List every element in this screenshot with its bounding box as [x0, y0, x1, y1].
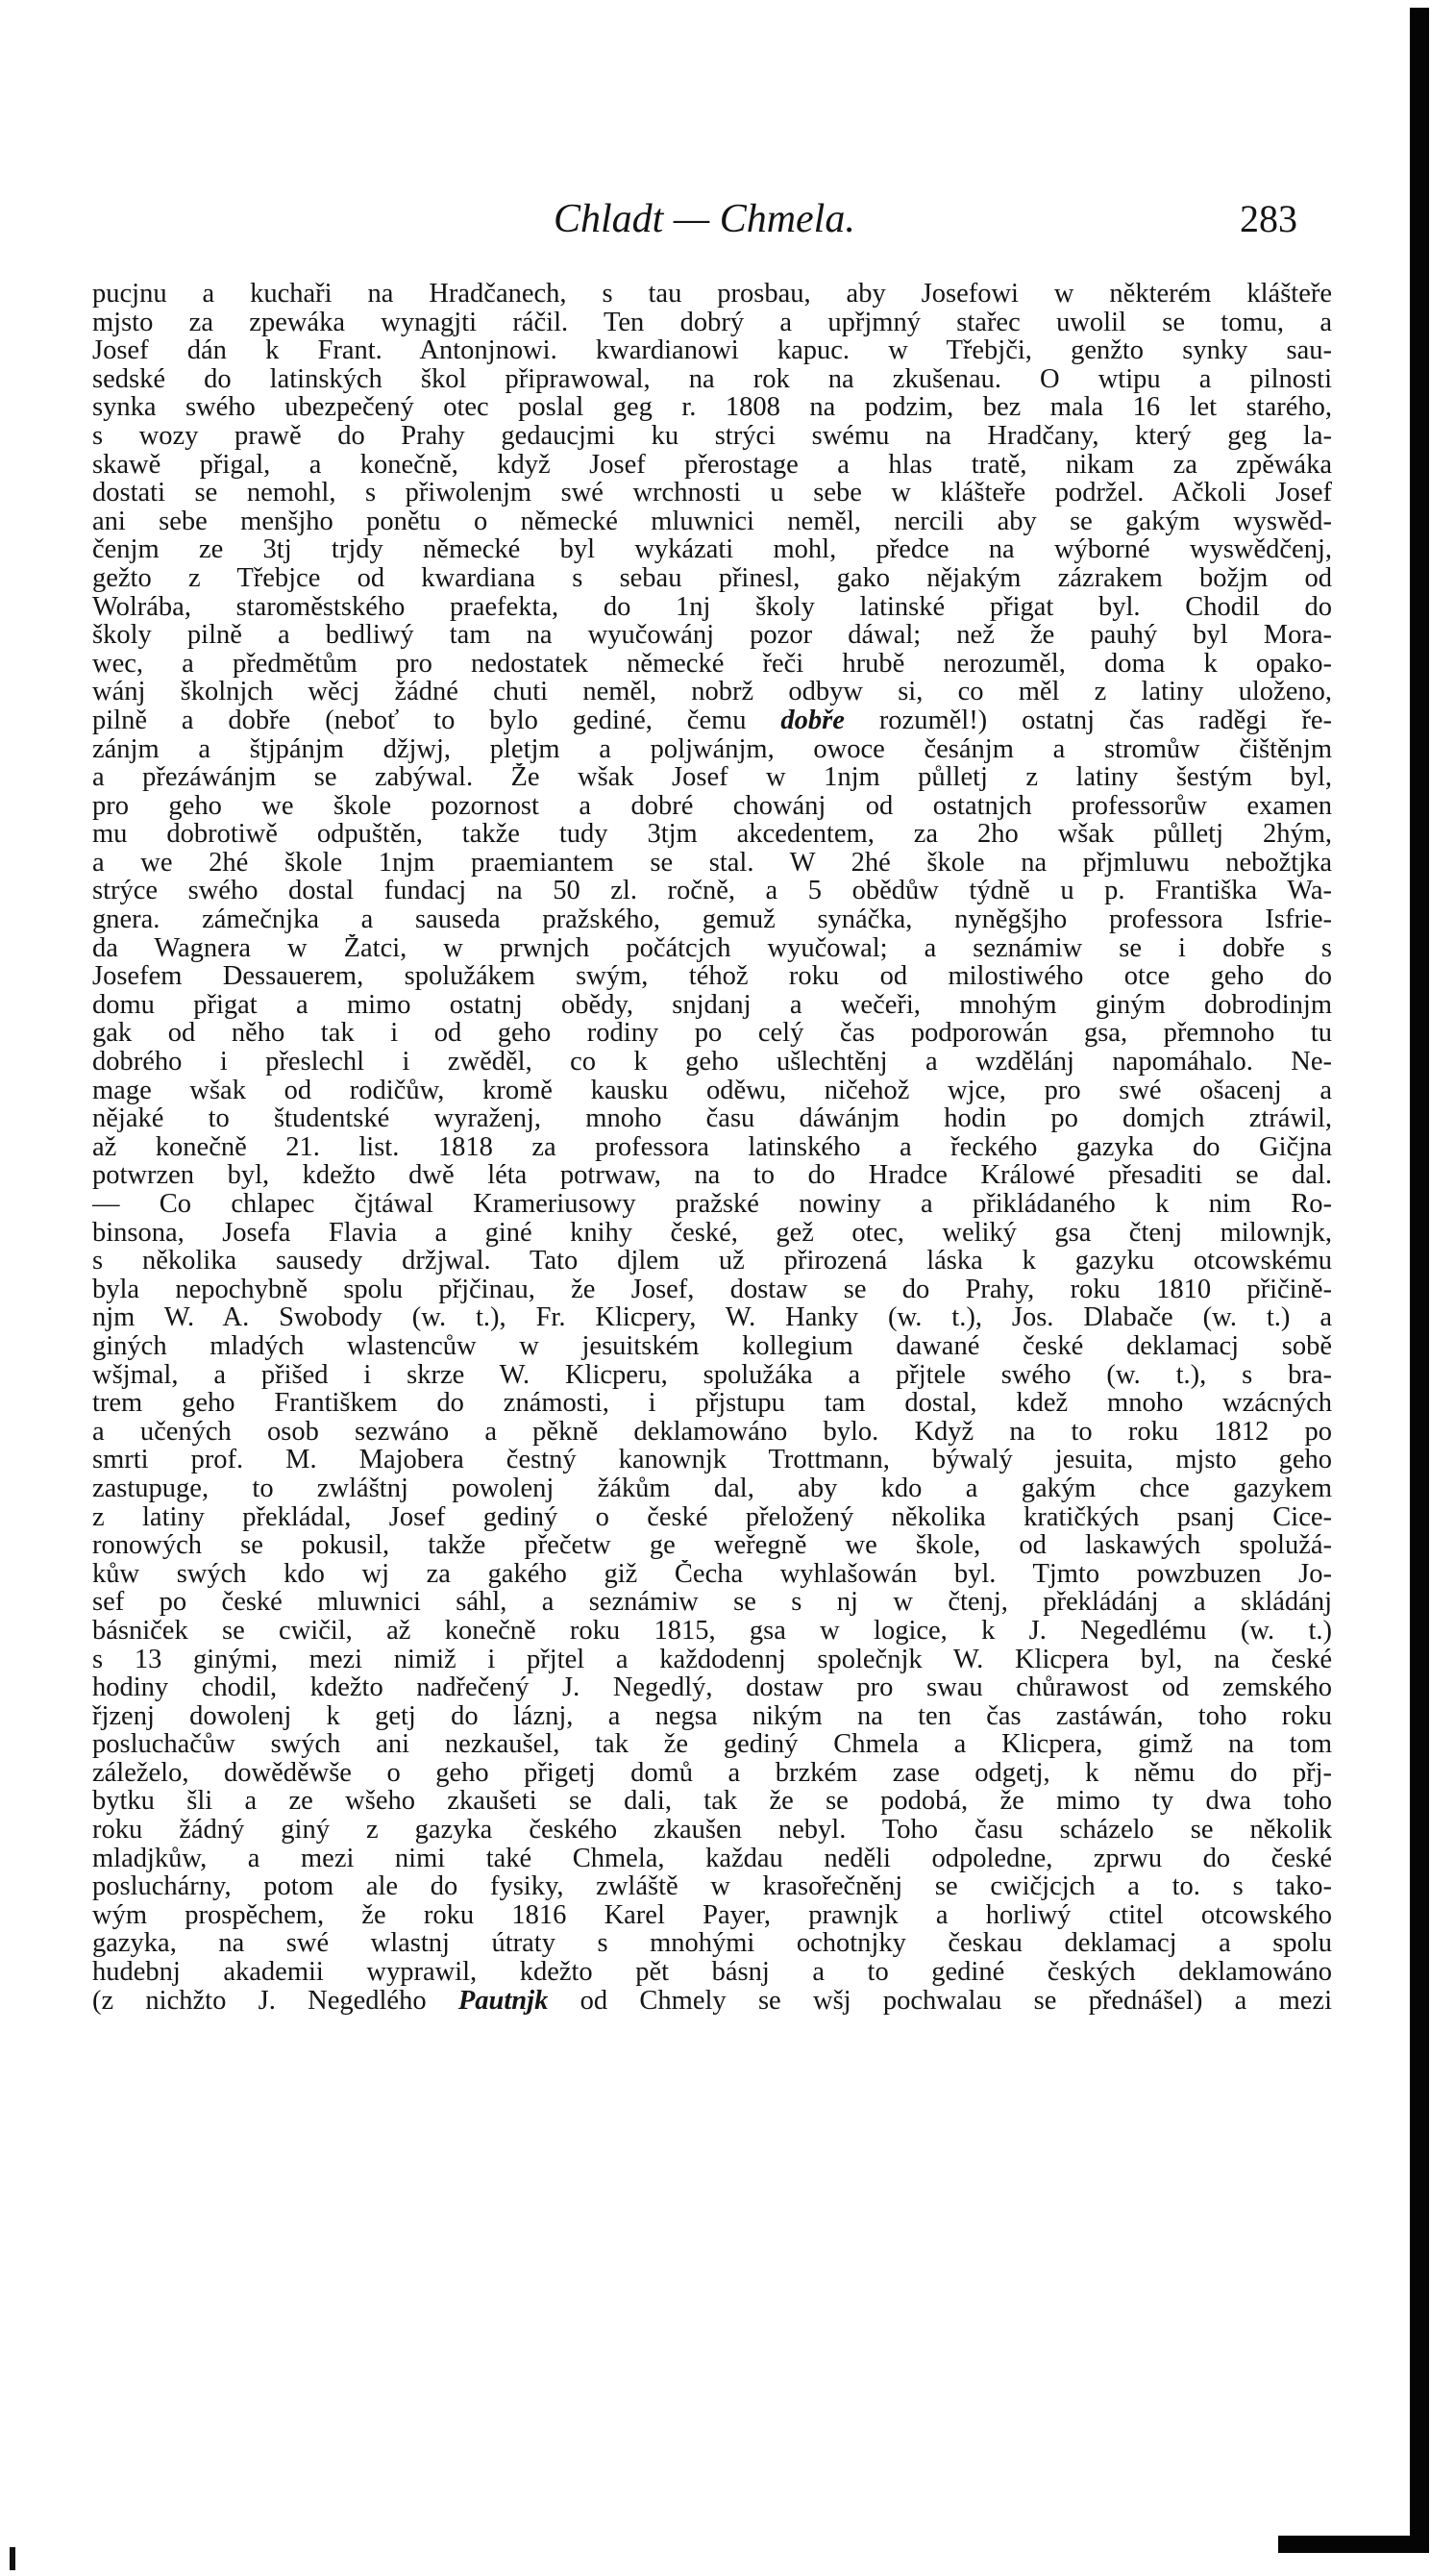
text-segment: trem geho Františkem do známosti, i přjstupu tam dostal, kdež mnoho wzácných — [92, 1389, 1332, 1418]
text-line — [92, 1503, 1332, 1532]
text-line — [92, 1588, 1332, 1617]
text-line — [92, 1133, 1332, 1162]
text-line — [92, 451, 1332, 480]
text-line — [92, 820, 1332, 849]
text-segment: wšjmal, a přišed i skrze W. Klicperu, spolužáka a přjtele swého (w. t.), s bra- — [92, 1360, 1332, 1390]
text-segment: giných mladých wlastencůw w jesuitském kollegium dawané české deklamacj sobě — [92, 1331, 1332, 1361]
text-segment: a učených osob sezwáno a pěkně deklamowáno bylo. Když na to roku 1812 po — [92, 1417, 1332, 1447]
text-segment: gežto z Třebjce od kwardiana s sebau přinesl, gako nějakým zázrakem božjm od — [92, 563, 1332, 593]
text-line — [92, 934, 1332, 963]
text-segment: od Chmely se wšj pochwalau se přednášel) a mezi — [548, 1986, 1332, 2016]
text-segment: čenjm ze 3tj trjdy německé byl wykázati mohl, předce na wýborné wyswědčenj, — [92, 535, 1332, 564]
text-segment: njm W. A. Swobody (w. t.), Fr. Klicpery, W. Hanky (w. t.), Jos. Dlabače (w. t.) a — [92, 1303, 1332, 1332]
text-segment: wým prospěchem, že roku 1816 Karel Payer, prawnjk a horliwý ctitel otcowského — [92, 1900, 1332, 1930]
text-segment: zastupuge, to zwláštnj powolenj žákům dal, aby kdo a gakým chce gazykem — [92, 1474, 1332, 1503]
text-line — [92, 1332, 1332, 1361]
text-segment: školy pilně a bedliwý tam na wyučowánj pozor dáwal; než že pauhý byl Mora- — [92, 621, 1332, 650]
text-line — [92, 1958, 1332, 1987]
running-head — [27, 195, 1411, 253]
text-line — [92, 1646, 1332, 1674]
text-line — [92, 1104, 1332, 1133]
text-segment: smrti prof. M. Majobera čestný kanownjk Trottmann, býwalý jesuita, mjsto geho — [92, 1446, 1332, 1474]
text-segment: a we 2hé škole 1njm praemiantem se stal. W 2hé škole na přjmluwu nebožtjka — [92, 848, 1332, 878]
text-segment: sedské do latinských škol připrawowal, na rok na zkušenau. O wtipu a pilnosti — [92, 364, 1332, 394]
text-segment: s wozy prawě do Prahy gedaucjmi ku strýci swému na Hradčany, který geg la- — [92, 421, 1332, 451]
text-line — [92, 678, 1332, 706]
text-line — [92, 1276, 1332, 1304]
text-segment: wec, a předmětům pro nedostatek německé řeči hrubě nerozuměl, doma k opako- — [92, 649, 1332, 679]
scan-mark — [10, 2547, 15, 2570]
running-title: Chladt — Chmela. — [554, 197, 855, 241]
text-segment: byla nepochybně spolu přjčinau, že Josef, dostaw se do Prahy, roku 1810 přičině- — [92, 1275, 1332, 1304]
text-segment: ronowých se pokusil, takže přečetw ge weřegně we škole, od laskawých spolužá- — [92, 1531, 1332, 1560]
text-segment: — Co chlapec čjtáwal Krameriusowy pražské nowiny a přikládaného k nim Ro- — [92, 1190, 1332, 1219]
text-segment: záleželo, dowěděwše o geho přigetj domů a brzkém zase odgetj, k němu do přj- — [92, 1758, 1332, 1788]
text-line — [92, 1845, 1332, 1873]
text-segment: s několika sausedy držjwal. Tato djlem už přirozená láska k gazyku otcowskému — [92, 1247, 1332, 1276]
text-line — [92, 1730, 1332, 1759]
text-segment: posluchárny, potom ale do fysiky, zwláště w krasořečněnj se cwičjcjch a to. s tako- — [92, 1872, 1332, 1901]
text-line — [92, 535, 1332, 564]
text-segment: bytku šli a ze wšeho zkaušeti se dali, tak že se podobá, že mimo ty dwa toho — [92, 1787, 1332, 1817]
text-line — [92, 1987, 1332, 2016]
text-line — [92, 621, 1332, 650]
text-line — [92, 1617, 1332, 1646]
text-segment: gak od něho tak i od geho rodiny po celý čas podporowán gsa, přemnoho tu — [92, 1019, 1332, 1049]
text-line — [92, 422, 1332, 451]
text-line — [92, 1929, 1332, 1958]
text-segment: kůw swých kdo wj za gakého giž Čecha wyhlašowán byl. Tjmto powzbuzen Jo- — [92, 1559, 1332, 1589]
text-line — [92, 1161, 1332, 1190]
text-segment: pro geho we škole pozornost a dobré chowánj od ostatnjch professorůw examen — [92, 791, 1332, 821]
text-segment: a přezáwánjm se zabýwal. Že wšak Josef w 1njm půlletj z latiny šestým byl, — [92, 763, 1332, 792]
text-line — [92, 1901, 1332, 1930]
scan-border-right — [1410, 8, 1429, 2553]
text-segment: hudebnj akademii wyprawil, kdežto pět básnj a to gediné českých deklamowáno — [92, 1958, 1332, 1987]
text-line — [92, 479, 1332, 508]
text-segment: mladjkůw, a mezi nimi také Chmela, každau neděli odpoledne, zprwu do české — [92, 1844, 1332, 1873]
text-line — [92, 280, 1332, 309]
text-segment: Wolrába, staroměstského praefekta, do 1nj školy latinské přigat byl. Chodil do — [92, 592, 1332, 622]
text-line — [92, 393, 1332, 422]
text-segment: nějaké to študentské wyraženj, mnoho času dáwánjm hodin po domjch ztráwil, — [92, 1104, 1332, 1133]
text-line — [92, 1560, 1332, 1589]
text-line — [92, 593, 1332, 622]
text-segment: ani sebe menšjho ponětu o německé mluwnici neměl, nercili aby se gakým wyswěd- — [92, 507, 1332, 536]
text-line — [92, 365, 1332, 394]
text-segment: sef po české mluwnici sáhl, a seznámiw se s nj w čtenj, překládánj a skládánj — [92, 1588, 1332, 1617]
book-page — [27, 0, 1411, 2576]
text-segment: z latiny překládal, Josef gediný o české přeložený několika kratičkých psanj Cice- — [92, 1502, 1332, 1532]
text-line — [92, 1872, 1332, 1901]
text-segment: roku žádný giný z gazyka českého zkaušen nebyl. Toho času scházelo se několik — [92, 1816, 1332, 1845]
text-segment: mu dobrotiwě odpuštěn, takže tudy 3tjm akcedentem, za 2ho wšak půlletj 2hým, — [92, 820, 1332, 849]
text-segment: da Wagnera w Žatci, w prwnjch počátcjch wyučowal; a seznámiw se i dobře s — [92, 933, 1332, 963]
scan-border-bottom — [1278, 2536, 1429, 2553]
text-segment: potwrzen byl, kdežto dwě léta potrwaw, na to do Hradce Králowé přesaditi se dal. — [92, 1161, 1332, 1190]
text-line — [92, 1673, 1332, 1702]
text-line — [92, 1361, 1332, 1390]
text-segment: rozuměl!) ostatnj čas raděgi ře- — [844, 706, 1332, 735]
text-line — [92, 309, 1332, 337]
text-line — [92, 1247, 1332, 1276]
text-line — [92, 336, 1332, 365]
text-segment: (z nichžto J. Negedlého — [92, 1986, 458, 2016]
text-line — [92, 1531, 1332, 1560]
text-line — [92, 1702, 1332, 1731]
text-line — [92, 1389, 1332, 1418]
text-line — [92, 735, 1332, 764]
text-line — [92, 991, 1332, 1020]
emphasis-word: dobře — [780, 706, 845, 735]
text-segment: gnera. zámečnjka a sauseda pražského, gemuž synáčka, nyněgšjho professora Isfrie- — [92, 905, 1332, 934]
text-segment: gazyka, na swé wlastnj útraty s mnohými ochotnjky českau deklamacj a spolu — [92, 1929, 1332, 1959]
text-line — [92, 1787, 1332, 1816]
text-line — [92, 792, 1332, 821]
text-segment: skawě přigal, a konečně, když Josef přerostage a hlas tratě, nikam za zpěwáka — [92, 450, 1332, 480]
text-segment: až konečně 21. list. 1818 za professora latinského a řeckého gazyka do Gičjna — [92, 1132, 1332, 1162]
text-segment: mage wšak od rodičůw, kromě kausku oděwu, ničehož wjce, pro swé ošacenj a — [92, 1076, 1332, 1105]
text-line — [92, 1446, 1332, 1474]
text-segment: básniček se cwičil, až konečně roku 1815, gsa w logice, k J. Negedlému (w. t.) — [92, 1616, 1332, 1646]
text-segment: Josefem Dessauerem, spolužákem swým, téhož roku od milostiwého otce geho do — [92, 962, 1332, 991]
text-line — [92, 1303, 1332, 1332]
text-segment: pilně a dobře (neboť to bylo gediné, čemu — [92, 706, 781, 735]
text-line — [92, 1077, 1332, 1105]
text-segment: dobrého i přeslechl i zwěděl, co k geho ušlechtěnj a wzdělánj napomáhalo. Ne- — [92, 1048, 1332, 1077]
text-line — [92, 849, 1332, 878]
text-segment: zánjm a štjpánjm džjwj, pletjm a poljwánjm, owoce česánjm a stromůw čištěnjm — [92, 734, 1332, 764]
text-segment: wánj školnjch wěcj žádné chuti neměl, nobrž odbyw si, co měl z latiny uloženo, — [92, 678, 1332, 706]
body-text — [92, 280, 1332, 2015]
text-segment: řjzenj dowolenj k getj do láznj, a negsa nikým na ten čas zastáwán, toho roku — [92, 1701, 1332, 1731]
page-number: 283 — [1240, 197, 1297, 240]
text-segment: Josef dán k Frant. Antonjnowi. kwardianowi kapuc. w Třebjči, genžto synky sau- — [92, 336, 1332, 365]
text-line — [92, 1019, 1332, 1048]
text-line — [92, 1418, 1332, 1447]
text-segment: posluchačůw swých ani nezkaušel, tak že gediný Chmela a Klicpera, gimž na tom — [92, 1730, 1332, 1759]
text-line — [92, 763, 1332, 792]
text-line — [92, 508, 1332, 536]
emphasis-word: Pautnjk — [457, 1986, 549, 2016]
text-segment: domu přigat a mimo ostatnj obědy, snjdanj a wečeři, mnohým giným dobrodinjm — [92, 990, 1332, 1020]
text-line — [92, 962, 1332, 991]
text-line — [92, 905, 1332, 934]
text-line — [92, 1048, 1332, 1077]
text-line — [92, 706, 1332, 735]
text-segment: binsona, Josefa Flavia a giné knihy české, gež otec, weliký gsa čtenj milownjk, — [92, 1218, 1332, 1248]
text-segment: synka swého ubezpečený otec poslal geg r. 1808 na podzim, bez mala 16 let starého, — [92, 393, 1332, 422]
text-segment: s 13 ginými, mezi nimiž i přjtel a každodennj společnjk W. Klicpera byl, na české — [92, 1645, 1332, 1674]
text-line — [92, 877, 1332, 905]
text-line — [92, 1816, 1332, 1845]
text-line — [92, 1219, 1332, 1248]
text-segment: hodiny chodil, kdežto nadřečený J. Negedlý, dostaw pro swau chůrawost od zemského — [92, 1673, 1332, 1702]
text-line — [92, 650, 1332, 679]
text-line — [92, 1759, 1332, 1788]
text-segment: mjsto za zpewáka wynagjti ráčil. Ten dobrý a upřjmný stařec uwolil se tomu, a — [92, 308, 1332, 337]
text-segment: pucjnu a kuchaři na Hradčanech, s tau prosbau, aby Josefowi w některém klášteře — [92, 280, 1332, 309]
text-segment: dostati se nemohl, s přiwolenjm swé wrchnosti u sebe w klášteře podržel. Ačkoli Josef — [92, 479, 1332, 508]
text-line — [92, 1474, 1332, 1503]
text-segment: strýce swého dostal fundacj na 50 zl. ročně, a 5 obědůw týdně u p. Františka Wa- — [92, 877, 1332, 906]
text-line — [92, 1190, 1332, 1219]
text-line — [92, 564, 1332, 593]
